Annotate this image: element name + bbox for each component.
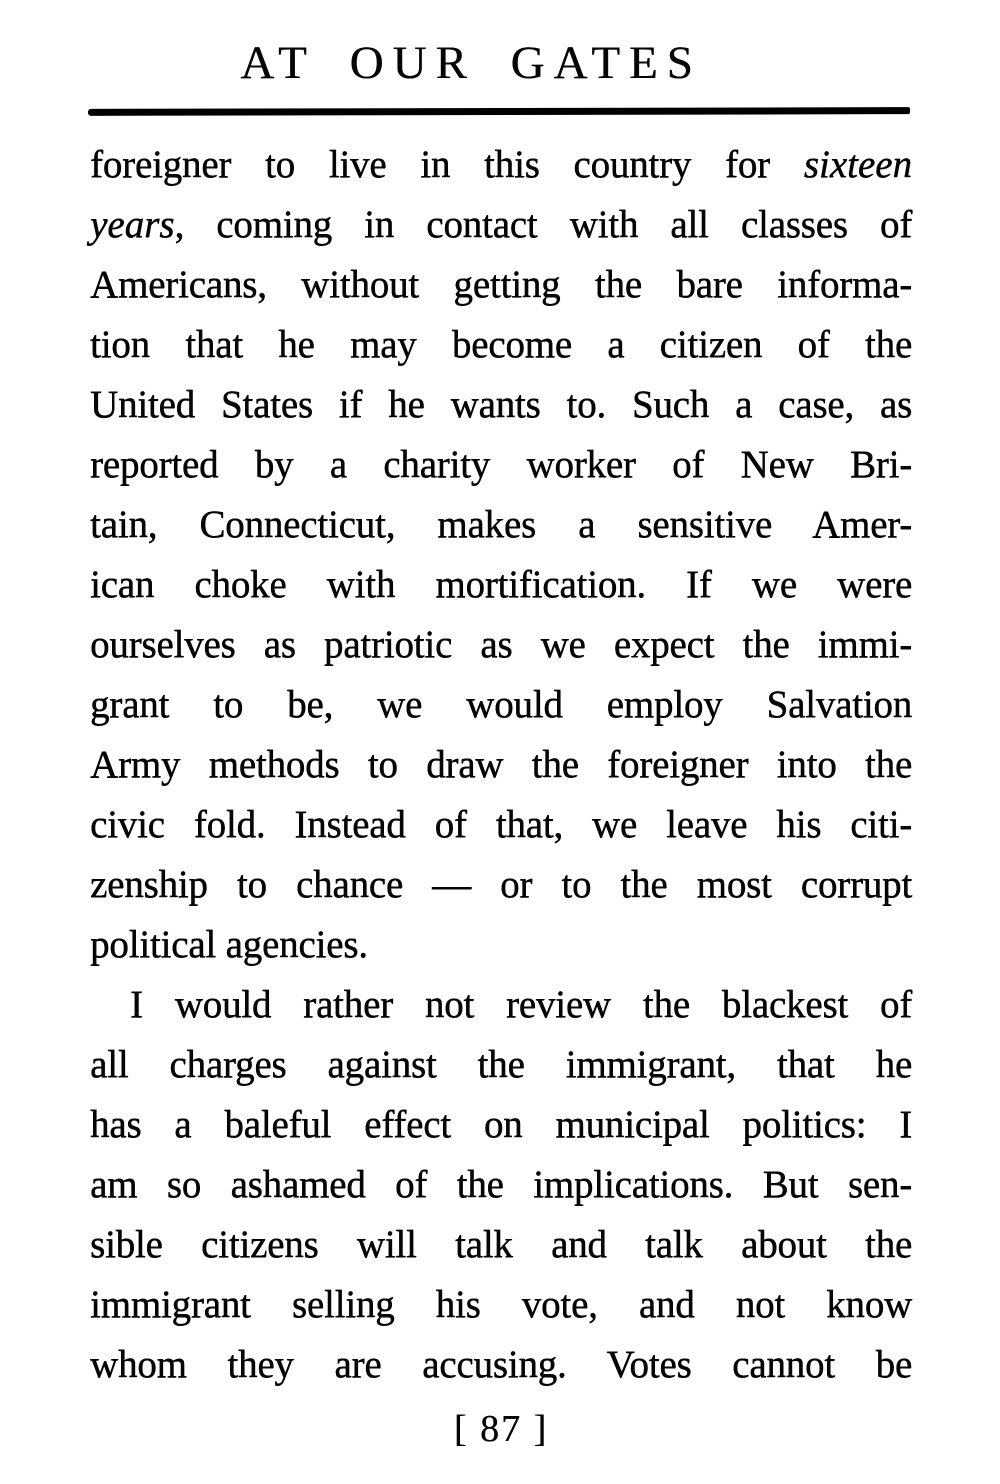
text-segment: tion that he may become a citizen of the [90, 323, 912, 366]
text-segment: grant to be, we would employ Salvation [90, 683, 912, 726]
text-line [90, 675, 912, 735]
text-line [90, 375, 912, 435]
text-line [90, 1095, 912, 1155]
page-number: [ 87 ] [453, 1408, 549, 1450]
page-title: AT OUR GATES [240, 37, 702, 89]
text-line [90, 1275, 912, 1335]
text-segment: whom they are accusing. Votes cannot be [90, 1343, 912, 1386]
text-line [90, 1215, 912, 1275]
text-segment: reported by a charity worker of New Bri- [90, 443, 912, 486]
text-line [90, 315, 912, 375]
text-segment: Americans, without getting the bare informa- [90, 263, 912, 306]
text-segment: I would rather not review the blackest of [130, 983, 912, 1026]
text-line [90, 915, 912, 975]
text-segment: , coming in contact with all classes of [174, 203, 912, 246]
text-segment: United States if he wants to. Such a case, as [90, 383, 912, 426]
text-segment: zenship to chance — or to the most corrupt [90, 863, 912, 906]
text-segment: all charges against the immigrant, that he [90, 1043, 912, 1086]
text-segment: tain, Connecticut, makes a sensitive Amer- [90, 503, 912, 546]
text-segment: civic fold. Instead of that, we leave his citi- [90, 803, 912, 846]
text-segment: sible citizens will talk and talk about the [90, 1223, 912, 1266]
text-line [90, 735, 912, 795]
text-line [90, 1035, 912, 1095]
text-segment: foreigner to live in this country for [90, 143, 804, 186]
text-line [90, 855, 912, 915]
text-segment: has a baleful effect on municipal politics: I [90, 1103, 912, 1146]
text-line [90, 495, 912, 555]
text-segment: am so ashamed of the implications. But sen- [90, 1163, 912, 1206]
text-segment: political agencies. [90, 923, 368, 966]
text-line [90, 795, 912, 855]
italic-text: years [90, 203, 175, 246]
header-rule-divider [88, 107, 910, 116]
text-segment: ican choke with mortification. If we were [90, 563, 912, 606]
text-line [90, 555, 912, 615]
text-line [90, 615, 912, 675]
text-line [90, 975, 912, 1035]
text-line [90, 1335, 912, 1395]
text-line [90, 195, 912, 255]
text-segment: immigrant selling his vote, and not know [90, 1283, 912, 1326]
text-segment: Army methods to draw the foreigner into the [90, 743, 912, 786]
italic-text: sixteen [803, 143, 912, 186]
text-line [90, 255, 912, 315]
body-text [90, 135, 912, 1395]
text-line [90, 135, 912, 195]
text-segment: ourselves as patriotic as we expect the immi- [90, 623, 912, 666]
text-line [90, 1155, 912, 1215]
text-line [90, 435, 912, 495]
